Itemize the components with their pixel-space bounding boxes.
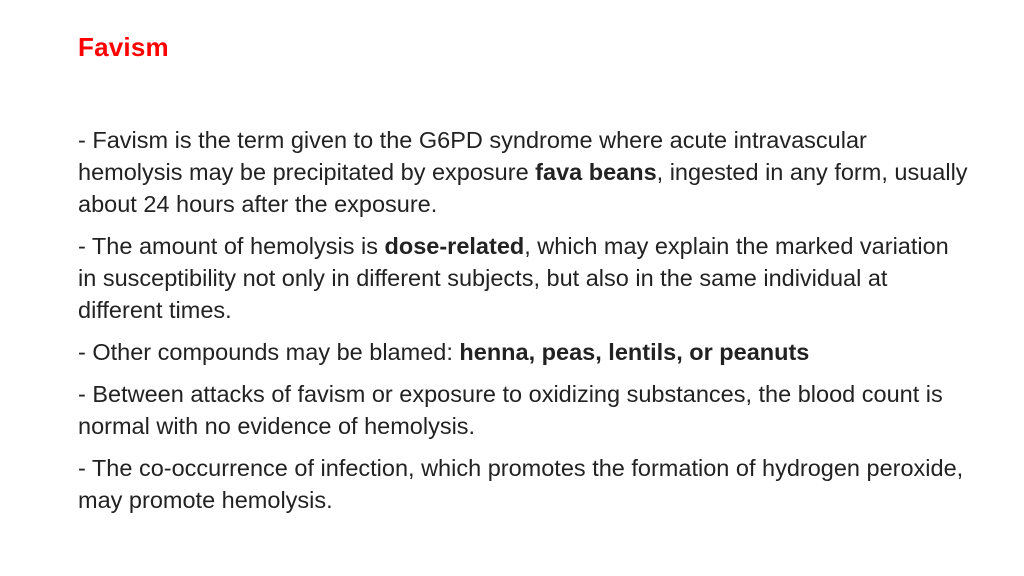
- bold-term: dose-related: [384, 233, 525, 259]
- paragraph-dose-related: [78, 230, 968, 326]
- paragraph-text: , ingested in any form, usually about 24 hours after the exposure.: [78, 159, 968, 217]
- bold-term: henna, peas, lentils, or peanuts: [459, 339, 810, 365]
- paragraph-text: - Other compounds may be blamed:: [78, 339, 460, 365]
- paragraph-text: - The co-occurrence of infection, which promotes the formation of hydrogen peroxide, may promote hemolysis.: [78, 455, 964, 513]
- slide-title: Favism: [78, 32, 169, 62]
- paragraph-between-attacks: [78, 378, 968, 442]
- paragraph-other-compounds: [78, 336, 968, 368]
- paragraph-text: - Between attacks of favism or exposure to oxidizing substances, the blood count is normal with no evidence of hemolysis.: [78, 381, 943, 439]
- paragraph-text: - Favism is the term given to the G6PD syndrome where acute intravascular hemolysis may be precipitated by exposure: [78, 127, 867, 185]
- bold-term: fava beans: [535, 159, 657, 185]
- paragraph-text: , which may explain the marked variation in susceptibility not only in different subjects, but also in the same individual at different times.: [78, 233, 949, 323]
- slide-body: [78, 124, 968, 526]
- paragraph-favism-definition: [78, 124, 968, 220]
- paragraph-infection: [78, 452, 968, 516]
- paragraph-text: - The amount of hemolysis is: [78, 233, 385, 259]
